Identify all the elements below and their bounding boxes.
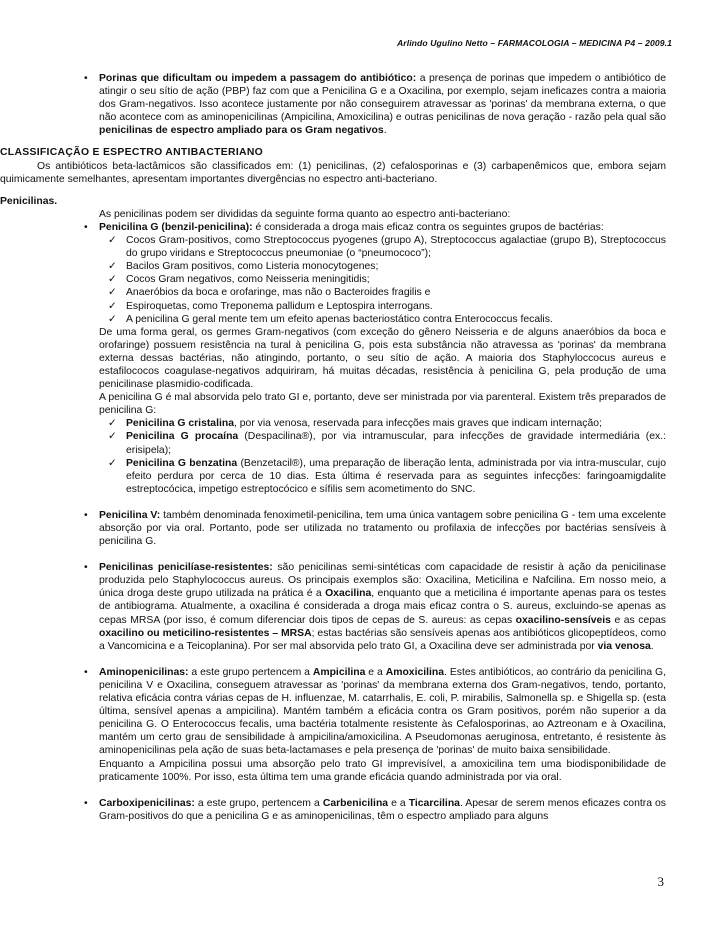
penicilina-v-bullet bbox=[62, 509, 666, 548]
pr-text: são penicilinas semi-sintéticas com capacidade de resistir à ação da penicilinase produzida pelo Staphylococcus aureus. Os principais exemplos são: Oxacilina, Meticilina e Nafcilina. Em nosso meio, a única droga deste grupo utilizada na prática é a bbox=[99, 562, 666, 600]
prep-text: (Benzetacil®), uma preparação de liberação lenta, administrada por via intra-muscular, cujo efeito perdura por cerca de 10 dias. Esta última é reservada para as seguintes infecções: faringoamigdalite estreptocócica, impetigo estreptocócico e sífilis sem acometimento do SNC. bbox=[126, 457, 666, 495]
penicilina-g-title: Penicilina G (benzil-penicilina): bbox=[99, 221, 253, 233]
porinas-end: . bbox=[383, 125, 387, 137]
g-item bbox=[62, 313, 666, 326]
checkmark-icon: ✓ bbox=[108, 418, 117, 430]
cb-text: a este grupo, pertencem a bbox=[194, 797, 323, 809]
porinas-bullet bbox=[62, 72, 666, 137]
g-item bbox=[62, 234, 666, 260]
penicilina-g-text: é considerada a droga mais eficaz contra os seguintes grupos de bactérias: bbox=[252, 221, 604, 233]
checkmark-icon: ✓ bbox=[108, 300, 117, 312]
checkmark-icon: ✓ bbox=[108, 235, 117, 247]
pr-oxacilina: Oxacilina bbox=[325, 588, 372, 600]
bullet-icon: • bbox=[84, 73, 88, 84]
checkmark-icon: ✓ bbox=[108, 457, 117, 469]
pr-title: Penicilinas penicilíase-resistentes: bbox=[99, 562, 273, 574]
g-item-text: Bacilos Gram positivos, como Listeria monocytogenes; bbox=[126, 261, 379, 273]
am-text: . Estes antibióticos, ao contrário da penicilina G, penicilina V e Oxacilina, conseguem atravessar as 'porinas' da membrana externa dos Gram-negativos, tendo, portanto, relativa eficácia contra várias cepas de H. influenzae, M. catarrhalis, E. coli, P. mirabilis, Salmonella sp. e Shigella sp. (esta última, sensível apenas a ampicilina). Mantém também a eficácia contra os Gram positivos, porém não superior a da penicilina G. O Enterococcus fecalis, uma bactéria totalmente resistente às Cefalosporinas, ao Aztreonam e à Oxacilina, mantém um certo grau de sensibilidade à ampicilina/amoxicilina. A Pseudomonas aeruginosa, entretanto, é resistente às aminopenicilinas pela ação de suas beta-lactamases e pela presença de 'porinas' de muito baixa sensibilidade. bbox=[99, 666, 667, 757]
g-item-text: Cocos Gram-positivos, como Streptococcus pyogenes (grupo A), Streptococcus agalactiae (grupo B), Streptococcus do grupo viridans e Streptococcus pneumoniae (o “pneumococo”); bbox=[126, 235, 666, 260]
aminopenicilinas-bullet bbox=[62, 666, 666, 758]
bullet-icon: • bbox=[84, 666, 88, 678]
section-title-penicilinas: Penicilinas. bbox=[0, 195, 58, 207]
bullet-icon: • bbox=[84, 221, 88, 233]
porinas-title: Porinas que dificultam ou impedem a passagem do antibiótico: bbox=[99, 73, 417, 84]
carboxipenicilinas-bullet bbox=[62, 797, 666, 823]
section-title-classificacao: CLASSIFICAÇÃO E ESPECTRO ANTIBACTERIANO bbox=[0, 147, 264, 159]
cb-ticarcilina: Ticarcilina bbox=[408, 797, 460, 809]
checkmark-icon: ✓ bbox=[108, 261, 117, 273]
prep-item bbox=[62, 430, 666, 456]
g-item bbox=[62, 260, 666, 273]
cb-text: e a bbox=[388, 797, 409, 809]
running-header: Arlindo Ugulino Netto – FARMACOLOGIA – MEDICINA P4 – 2009.1 bbox=[396, 38, 672, 48]
bullet-icon: • bbox=[84, 797, 88, 809]
pr-end: . bbox=[650, 640, 654, 652]
cb-title: Carboxipenicilinas: bbox=[99, 797, 195, 809]
bullet-icon: • bbox=[84, 509, 88, 521]
pr-text: ; estas bactérias são sensíveis apenas aos antibióticos glicopeptídeos, como a Vancomicina e a Teicoplanina). Por ser mal absorvida pelo trato GI, a Oxacilina deve ser administrada por bbox=[99, 627, 666, 652]
checkmark-icon: ✓ bbox=[108, 287, 117, 299]
g-item bbox=[62, 300, 666, 313]
penicilinas-intro: As penicilinas podem ser divididas da seguinte forma quanto ao espectro anti-bacteriano: bbox=[99, 208, 511, 220]
g-item-text: Anaeróbios da boca e orofaringe, mas não o Bacteroides fragilis e bbox=[126, 287, 431, 299]
page-content bbox=[0, 72, 667, 823]
checkmark-icon: ✓ bbox=[108, 313, 117, 325]
am-amoxicilina: Amoxicilina bbox=[385, 666, 445, 678]
cb-carbenicilina: Carbenicilina bbox=[322, 797, 389, 809]
porinas-text: a presença de porinas que impedem o antibiótico de atingir o seu sítio de ação (PBP) faz com que a Penicilina G e a Oxacilina, por exemplo, sejam ineficazes contra a maioria dos Gram-negativos. Isso acontece justamente por não conseguirem atravessar as 'porinas' da membrana externa, o que não acontece com as aminopenicilinas (Ampicilina, Amoxicilina) e outras penicilinas de nova geração - razão pela qual são bbox=[99, 73, 666, 124]
checkmark-icon: ✓ bbox=[108, 274, 117, 286]
checkmark-icon: ✓ bbox=[108, 431, 117, 443]
pr-text: e as cepas bbox=[610, 614, 666, 626]
g-item bbox=[62, 273, 666, 286]
prep-text: , por via venosa, reservada para infecções mais graves que indicam internação; bbox=[234, 418, 602, 430]
penicilina-g-bullet bbox=[62, 221, 666, 234]
prep-name: Penicilina G cristalina bbox=[126, 418, 234, 430]
penicilina-v-title: Penicilina V: bbox=[99, 509, 161, 521]
pr-via-venosa: via venosa bbox=[597, 640, 651, 652]
classificacao-text: Os antibióticos beta-lactâmicos são classificados em: (1) penicilinas, (2) cefalosporinas e (3) carbapenêmicos que, embora sejam quimicamente semelhantes, apresentam importantes divergências no espectro anti-bacteriano. bbox=[0, 160, 666, 185]
cb-text: . Apesar de serem menos eficazes contra os Gram-positivos do que a penicilina G e as aminopenicilinas, têm o espectro ampliado para alguns bbox=[99, 797, 666, 822]
g-item-text: A penicilina G geral mente tem um efeito apenas bacteriostático contra Enterococcus fecalis. bbox=[126, 313, 553, 325]
am-title: Aminopenicilinas: bbox=[99, 666, 189, 678]
prep-item bbox=[62, 417, 666, 430]
g-item bbox=[62, 286, 666, 299]
am-ampicilina: Ampicilina bbox=[312, 666, 366, 678]
prep-item bbox=[62, 457, 666, 496]
g-item-text: Cocos Gram negativos, como Neisseria meningitidis; bbox=[126, 274, 370, 286]
page-number: 3 bbox=[657, 874, 664, 889]
aminopenicilinas-para2: Enquanto a Ampicilina possui uma absorção pelo trato GI imprevisível, a amoxicilina tem uma biodisponibilidade de praticamente 100%. Por isso, esta última tem uma grande eficácia quando administrada por via oral. bbox=[99, 758, 666, 783]
pr-sensiveis: oxacilino-sensíveis bbox=[515, 614, 611, 626]
pr-resistentes: oxacilino ou meticilino-resistentes – MRSA bbox=[99, 627, 312, 639]
penicilina-g-para2: A penicilina G é mal absorvida pelo trato GI e, portanto, deve ser ministrada por via parenteral. Existem três preparados de penicilina G: bbox=[99, 392, 666, 417]
g-item-text: Espiroquetas, como Treponema pallidum e Leptospira interrogans. bbox=[126, 300, 433, 312]
bullet-icon: • bbox=[84, 562, 88, 574]
penicilinase-resistentes-bullet bbox=[62, 561, 666, 653]
am-text: e a bbox=[365, 666, 386, 678]
prep-name: Penicilina G procaína bbox=[126, 431, 239, 443]
prep-name: Penicilina G benzatina bbox=[126, 457, 238, 469]
porinas-bold-end: penicilinas de espectro ampliado para os Gram negativos bbox=[99, 125, 384, 137]
am-text: a este grupo pertencem a bbox=[188, 666, 313, 678]
prep-text: (Despacilina®), por via intramuscular, para infecções de gravidade intermediária (ex.: erisipela); bbox=[126, 431, 666, 456]
penicilina-g-para1: De uma forma geral, os germes Gram-negativos (com exceção do gênero Neisseria e de alguns anaeróbios da boca e orofaringe) possuem resistência na tural à penicilina G, pois esta substância não atravessa as 'porinas' da membrana externa dessas bactérias, não atingindo, portanto, o seu sítio de ação. A maioria dos Staphyloccocus aureus e estafilococos coagulase-negativos adquiriram, há muitas décadas, resistência à penicilina G, pela produção de uma penicilinase plasmidio-codificada. bbox=[99, 326, 666, 391]
penicilina-v-text: também denominada fenoximetil-penicilina, tem uma única vantagem sobre penicilina G - tem uma excelente absorção por via oral. Portanto, pode ser utilizada no tratamento ou profilaxia de infecções por bactérias sensíveis à penicilina G. bbox=[99, 509, 667, 548]
pr-text: , enquanto que a meticilina é importante apenas para os testes de antibiograma. Atualmente, a oxacilina é considerada a droga mais eficaz contra o S. aureus, excluindo-se apenas as cepas MRSA (por isso, é comum diferenciar dois tipos de cepas de S. aureus: as cepas bbox=[99, 588, 666, 626]
